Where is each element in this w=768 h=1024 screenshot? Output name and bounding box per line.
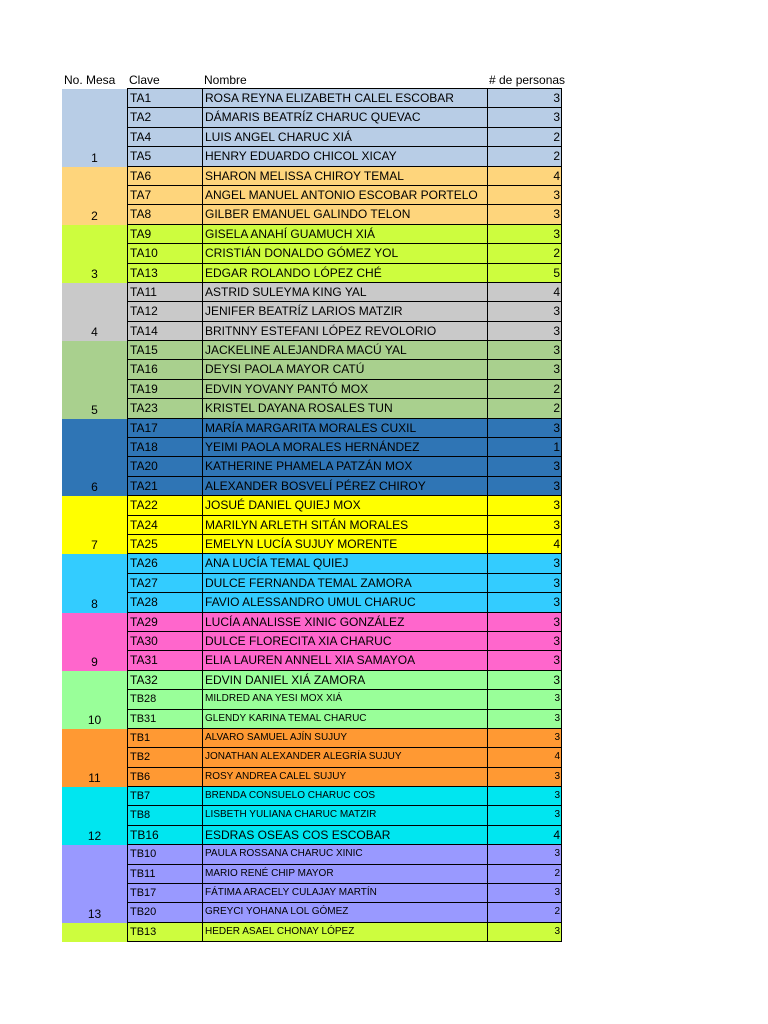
nombre-cell[interactable]: ALEXANDER BOSVELÍ PÉREZ CHIROY bbox=[202, 476, 488, 496]
table-body bbox=[62, 89, 562, 942]
personas-cell[interactable]: 3 bbox=[487, 515, 562, 535]
clave-cell[interactable]: TA4 bbox=[127, 127, 203, 147]
clave-cell[interactable]: TB20 bbox=[127, 902, 203, 922]
header-personas: # de personas bbox=[489, 73, 566, 87]
personas-cell[interactable]: 3 bbox=[487, 922, 562, 942]
spreadsheet-table bbox=[62, 69, 566, 942]
clave-cell[interactable]: TA31 bbox=[127, 650, 203, 670]
personas-cell[interactable]: 2 bbox=[487, 379, 562, 399]
mesa-group bbox=[62, 496, 562, 554]
nombre-cell[interactable]: ALVARO SAMUEL AJÍN SUJUY bbox=[202, 728, 488, 748]
mesa-number[interactable]: 6 bbox=[91, 480, 98, 495]
personas-cell[interactable]: 3 bbox=[487, 107, 562, 127]
nombre-cell[interactable]: MARÍA MARGARITA MORALES CUXIL bbox=[202, 418, 488, 438]
clave-cell[interactable]: TB17 bbox=[127, 883, 203, 903]
mesa-group bbox=[62, 787, 562, 845]
mesa-group bbox=[62, 671, 562, 729]
clave-cell[interactable]: TA7 bbox=[127, 185, 203, 205]
nombre-cell[interactable]: KATHERINE PHAMELA PATZÁN MOX bbox=[202, 456, 488, 476]
table-row bbox=[127, 787, 562, 806]
clave-cell[interactable]: TA12 bbox=[127, 301, 203, 321]
nombre-cell[interactable]: DÁMARIS BEATRÍZ CHARUC QUEVAC bbox=[202, 107, 488, 127]
clave-cell[interactable]: TA5 bbox=[127, 146, 203, 166]
personas-cell[interactable]: 5 bbox=[487, 263, 562, 283]
table-row bbox=[127, 419, 562, 438]
table-row bbox=[127, 322, 562, 341]
table-row bbox=[127, 516, 562, 535]
personas-cell[interactable]: 3 bbox=[487, 844, 562, 864]
clave-cell[interactable]: TA13 bbox=[127, 263, 203, 283]
clave-cell[interactable]: TB7 bbox=[127, 786, 203, 806]
nombre-cell[interactable]: JOSUÉ DANIEL QUIEJ MOX bbox=[202, 495, 488, 515]
nombre-cell[interactable]: GISELA ANAHÍ GUAMUCH XIÁ bbox=[202, 224, 488, 244]
clave-cell[interactable]: TB10 bbox=[127, 844, 203, 864]
clave-cell[interactable]: TA26 bbox=[127, 553, 203, 573]
clave-cell[interactable]: TB6 bbox=[127, 767, 203, 787]
clave-cell[interactable]: TB8 bbox=[127, 805, 203, 825]
personas-cell[interactable]: 3 bbox=[487, 728, 562, 748]
table-row bbox=[127, 826, 562, 845]
header-clave: Clave bbox=[129, 73, 160, 87]
mesa-number[interactable]: 13 bbox=[87, 906, 102, 921]
nombre-cell[interactable]: GREYCI YOHANA LOL GÓMEZ bbox=[202, 902, 488, 922]
personas-cell[interactable]: 3 bbox=[487, 340, 562, 360]
table-row bbox=[127, 477, 562, 496]
clave-cell[interactable]: TA25 bbox=[127, 534, 203, 554]
nombre-cell[interactable]: EDGAR ROLANDO LÓPEZ CHÉ bbox=[202, 263, 488, 283]
mesa-group bbox=[62, 283, 562, 341]
nombre-cell[interactable]: BRITNNY ESTEFANI LÓPEZ REVOLORIO bbox=[202, 321, 488, 341]
clave-cell[interactable]: TB28 bbox=[127, 689, 203, 709]
clave-cell[interactable]: TA32 bbox=[127, 670, 203, 690]
table-row bbox=[127, 884, 562, 903]
clave-cell[interactable]: TB16 bbox=[127, 825, 203, 845]
table-row bbox=[127, 438, 562, 457]
personas-cell[interactable]: 2 bbox=[487, 243, 562, 263]
nombre-cell[interactable]: EDVIN YOVANY PANTÓ MOX bbox=[202, 379, 488, 399]
table-row bbox=[127, 865, 562, 884]
clave-cell[interactable]: TA29 bbox=[127, 612, 203, 632]
clave-cell[interactable]: TA19 bbox=[127, 379, 203, 399]
clave-cell[interactable]: TA14 bbox=[127, 321, 203, 341]
table-row bbox=[127, 264, 562, 283]
mesa-number[interactable]: 8 bbox=[91, 596, 98, 611]
table-row bbox=[127, 186, 562, 205]
nombre-cell[interactable]: ASTRID SULEYMA KING YAL bbox=[202, 282, 488, 302]
mesa-number[interactable]: 11 bbox=[88, 771, 101, 786]
personas-cell[interactable]: 3 bbox=[487, 553, 562, 573]
table-row bbox=[127, 593, 562, 612]
personas-cell[interactable]: 3 bbox=[487, 573, 562, 593]
clave-cell[interactable]: TA2 bbox=[127, 107, 203, 127]
clave-cell[interactable]: TA20 bbox=[127, 456, 203, 476]
nombre-cell[interactable]: GLENDY KARINA TEMAL CHARUC bbox=[202, 709, 488, 729]
personas-cell[interactable]: 3 bbox=[487, 709, 562, 729]
table-row bbox=[127, 457, 562, 476]
nombre-cell[interactable]: CRISTIÁN DONALDO GÓMEZ YOL bbox=[202, 243, 488, 263]
mesa-number[interactable]: 1 bbox=[91, 150, 98, 165]
personas-cell[interactable]: 3 bbox=[487, 321, 562, 341]
clave-cell[interactable]: TA23 bbox=[127, 398, 203, 418]
mesa-group bbox=[62, 341, 562, 419]
clave-cell[interactable]: TA15 bbox=[127, 340, 203, 360]
personas-cell[interactable]: 4 bbox=[487, 282, 562, 302]
mesa-number[interactable] bbox=[62, 923, 127, 942]
nombre-cell[interactable]: LUCÍA ANALISSE XINIC GONZÁLEZ bbox=[202, 612, 488, 632]
mesa-group bbox=[62, 225, 562, 283]
personas-cell[interactable]: 2 bbox=[487, 127, 562, 147]
table-row bbox=[127, 147, 562, 166]
table-row bbox=[127, 613, 562, 632]
table-row bbox=[127, 574, 562, 593]
mesa-number[interactable]: 12 bbox=[87, 829, 102, 844]
mesa-number[interactable]: 5 bbox=[91, 402, 98, 417]
personas-cell[interactable]: 3 bbox=[487, 88, 562, 108]
personas-cell[interactable]: 3 bbox=[487, 689, 562, 709]
table-row bbox=[127, 341, 562, 360]
table-row bbox=[127, 535, 562, 554]
personas-cell[interactable]: 2 bbox=[487, 398, 562, 418]
header-nombre: Nombre bbox=[204, 73, 247, 87]
nombre-cell[interactable]: SHARON MELISSA CHIROY TEMAL bbox=[202, 166, 488, 186]
mesa-number[interactable]: 4 bbox=[91, 325, 98, 340]
clave-cell[interactable]: TA17 bbox=[127, 418, 203, 438]
personas-cell[interactable]: 4 bbox=[487, 166, 562, 186]
clave-cell[interactable]: TA8 bbox=[127, 204, 203, 224]
clave-cell[interactable]: TB1 bbox=[127, 728, 203, 748]
nombre-cell[interactable]: MILDRED ANA YESI MOX XIÁ bbox=[202, 689, 488, 709]
personas-cell[interactable]: 3 bbox=[487, 204, 562, 224]
table-row bbox=[127, 360, 562, 379]
mesa-number[interactable]: 10 bbox=[87, 712, 102, 727]
mesa-number[interactable]: 7 bbox=[91, 538, 98, 553]
personas-cell[interactable]: 3 bbox=[487, 224, 562, 244]
table-row bbox=[127, 632, 562, 651]
table-row bbox=[127, 710, 562, 729]
table-row bbox=[127, 399, 562, 418]
clave-cell[interactable]: TA30 bbox=[127, 631, 203, 651]
nombre-cell[interactable]: GILBER EMANUEL GALINDO TELON bbox=[202, 204, 488, 224]
mesa-number[interactable]: 2 bbox=[91, 208, 98, 223]
nombre-cell[interactable]: EDVIN DANIEL XIÁ ZAMORA bbox=[202, 670, 488, 690]
nombre-cell[interactable]: JENIFER BEATRÍZ LARIOS MATZIR bbox=[202, 301, 488, 321]
nombre-cell[interactable]: JACKELINE ALEJANDRA MACÚ YAL bbox=[202, 340, 488, 360]
personas-cell[interactable]: 3 bbox=[487, 456, 562, 476]
personas-cell[interactable]: 1 bbox=[487, 437, 562, 457]
nombre-cell[interactable]: KRISTEL DAYANA ROSALES TUN bbox=[202, 398, 488, 418]
personas-cell[interactable]: 2 bbox=[487, 864, 562, 884]
personas-cell[interactable]: 3 bbox=[487, 670, 562, 690]
nombre-cell[interactable]: PAULA ROSSANA CHARUC XINIC bbox=[202, 844, 488, 864]
nombre-cell[interactable]: ELIA LAUREN ANNELL XIA SAMAYOA bbox=[202, 650, 488, 670]
nombre-cell[interactable]: BRENDA CONSUELO CHARUC COS bbox=[202, 786, 488, 806]
personas-cell[interactable]: 3 bbox=[487, 786, 562, 806]
clave-cell[interactable]: TB2 bbox=[127, 747, 203, 767]
personas-cell[interactable]: 3 bbox=[487, 592, 562, 612]
personas-cell[interactable]: 3 bbox=[487, 650, 562, 670]
mesa-group bbox=[62, 554, 562, 612]
table-row bbox=[127, 903, 562, 922]
nombre-cell[interactable]: FÁTIMA ARACELY CULAJAY MARTÍN bbox=[202, 883, 488, 903]
nombre-cell[interactable]: ANGEL MANUEL ANTONIO ESCOBAR PORTELO bbox=[202, 185, 488, 205]
table-row bbox=[127, 806, 562, 825]
clave-cell[interactable]: TA22 bbox=[127, 495, 203, 515]
nombre-cell[interactable]: ROSY ANDREA CALEL SUJUY bbox=[202, 767, 488, 787]
mesa-group bbox=[62, 923, 562, 942]
personas-cell[interactable]: 3 bbox=[487, 495, 562, 515]
clave-cell[interactable]: TA9 bbox=[127, 224, 203, 244]
table-row bbox=[127, 244, 562, 263]
clave-cell[interactable]: TB11 bbox=[127, 864, 203, 884]
table-row bbox=[127, 108, 562, 127]
table-row bbox=[127, 128, 562, 147]
header-row bbox=[62, 69, 566, 89]
clave-cell[interactable]: TA10 bbox=[127, 243, 203, 263]
clave-cell[interactable]: TA28 bbox=[127, 592, 203, 612]
nombre-cell[interactable]: DULCE FLORECITA XIA CHARUC bbox=[202, 631, 488, 651]
nombre-cell[interactable]: DULCE FERNANDA TEMAL ZAMORA bbox=[202, 573, 488, 593]
table-row bbox=[127, 923, 562, 942]
personas-cell[interactable]: 2 bbox=[487, 902, 562, 922]
table-row bbox=[127, 845, 562, 864]
table-row bbox=[127, 671, 562, 690]
nombre-cell[interactable]: DEYSI PAOLA MAYOR CATÚ bbox=[202, 359, 488, 379]
clave-cell[interactable]: TA6 bbox=[127, 166, 203, 186]
table-row bbox=[127, 554, 562, 573]
table-row bbox=[127, 380, 562, 399]
clave-cell[interactable]: TA1 bbox=[127, 88, 203, 108]
table-row bbox=[127, 496, 562, 515]
table-row bbox=[127, 651, 562, 670]
clave-cell[interactable]: TB13 bbox=[127, 922, 203, 942]
table-row bbox=[127, 167, 562, 186]
personas-cell[interactable]: 3 bbox=[487, 185, 562, 205]
table-row bbox=[127, 768, 562, 787]
nombre-cell[interactable]: HENRY EDUARDO CHICOL XICAY bbox=[202, 146, 488, 166]
mesa-group bbox=[62, 845, 562, 923]
table-row bbox=[127, 302, 562, 321]
clave-cell[interactable]: TA21 bbox=[127, 476, 203, 496]
nombre-cell[interactable]: YEIMI PAOLA MORALES HERNÁNDEZ bbox=[202, 437, 488, 457]
mesa-group bbox=[62, 613, 562, 671]
personas-cell[interactable]: 3 bbox=[487, 883, 562, 903]
mesa-group bbox=[62, 167, 562, 225]
personas-cell[interactable]: 4 bbox=[487, 825, 562, 845]
personas-cell[interactable]: 4 bbox=[487, 534, 562, 554]
clave-cell[interactable]: TA11 bbox=[127, 282, 203, 302]
personas-cell[interactable]: 3 bbox=[487, 805, 562, 825]
nombre-cell[interactable]: HEDER ASAEL CHONAY LÓPEZ bbox=[202, 922, 488, 942]
clave-cell[interactable]: TA24 bbox=[127, 515, 203, 535]
table-row bbox=[127, 225, 562, 244]
personas-cell[interactable]: 3 bbox=[487, 418, 562, 438]
mesa-number[interactable]: 9 bbox=[91, 654, 98, 669]
mesa-group bbox=[62, 729, 562, 787]
table-row bbox=[127, 729, 562, 748]
table-row bbox=[127, 690, 562, 709]
nombre-cell[interactable]: ESDRAS OSEAS COS ESCOBAR bbox=[202, 825, 488, 845]
mesa-group bbox=[62, 419, 562, 497]
header-mesa: No. Mesa bbox=[64, 73, 116, 87]
nombre-cell[interactable]: ANA LUCÍA TEMAL QUIEJ bbox=[202, 553, 488, 573]
nombre-cell[interactable]: JONATHAN ALEXANDER ALEGRÍA SUJUY bbox=[202, 747, 488, 767]
nombre-cell[interactable]: MARIO RENÉ CHIP MAYOR bbox=[202, 864, 488, 884]
personas-cell[interactable]: 3 bbox=[487, 612, 562, 632]
table-row bbox=[127, 205, 562, 224]
personas-cell[interactable]: 2 bbox=[487, 146, 562, 166]
nombre-cell[interactable]: ROSA REYNA ELIZABETH CALEL ESCOBAR bbox=[202, 88, 488, 108]
clave-cell[interactable]: TA18 bbox=[127, 437, 203, 457]
mesa-group bbox=[62, 89, 562, 167]
nombre-cell[interactable]: LISBETH YULIANA CHARUC MATZIR bbox=[202, 805, 488, 825]
personas-cell[interactable]: 3 bbox=[487, 359, 562, 379]
personas-cell[interactable]: 3 bbox=[487, 476, 562, 496]
nombre-cell[interactable]: MARILYN ARLETH SITÁN MORALES bbox=[202, 515, 488, 535]
table-row bbox=[127, 283, 562, 302]
clave-cell[interactable]: TA16 bbox=[127, 359, 203, 379]
clave-cell[interactable]: TA27 bbox=[127, 573, 203, 593]
table-row bbox=[127, 748, 562, 767]
personas-cell[interactable]: 3 bbox=[487, 631, 562, 651]
nombre-cell[interactable]: FAVIO ALESSANDRO UMUL CHARUC bbox=[202, 592, 488, 612]
nombre-cell[interactable]: EMELYN LUCÍA SUJUY MORENTE bbox=[202, 534, 488, 554]
personas-cell[interactable]: 3 bbox=[487, 767, 562, 787]
nombre-cell[interactable]: LUIS ANGEL CHARUC XIÁ bbox=[202, 127, 488, 147]
mesa-number[interactable]: 3 bbox=[91, 266, 98, 281]
clave-cell[interactable]: TB31 bbox=[127, 709, 203, 729]
table-row bbox=[127, 89, 562, 108]
personas-cell[interactable]: 4 bbox=[487, 747, 562, 767]
personas-cell[interactable]: 3 bbox=[487, 301, 562, 321]
